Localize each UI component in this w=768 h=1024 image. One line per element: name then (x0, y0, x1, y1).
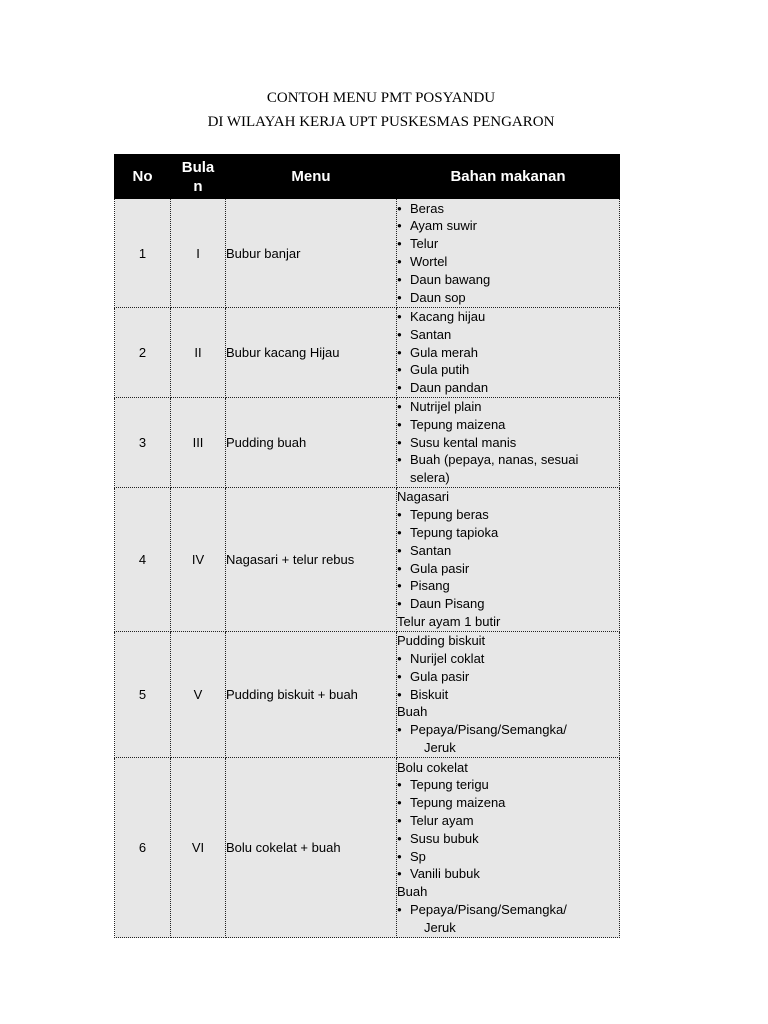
ingredient-item (397, 451, 619, 469)
bullet-icon: ● (397, 581, 402, 591)
bullet-icon: ● (397, 292, 402, 302)
ingredient-item (397, 686, 619, 704)
ingredient-text: Jeruk (424, 919, 456, 935)
ingredient-item (397, 379, 619, 397)
header-bahan: Bahan makanan (397, 155, 620, 199)
cell-menu: Bubur banjar (226, 199, 397, 308)
ingredient-item (397, 524, 619, 542)
ingredient-text: Daun pandan (410, 380, 489, 396)
ingredient-item (397, 830, 619, 848)
cell-bahan-makanan (397, 199, 620, 308)
ingredient-item (397, 434, 619, 452)
ingredient-text: Pepaya/Pisang/Semangka/ (410, 901, 567, 917)
cell-bulan: I (171, 199, 226, 308)
ingredient-item (397, 577, 619, 595)
ingredient-text: Gula merah (410, 344, 478, 360)
bullet-icon: ● (397, 904, 402, 914)
cell-no: 4 (115, 488, 171, 632)
ingredient-item (397, 344, 619, 362)
header-bulan (171, 155, 226, 199)
bullet-icon: ● (397, 815, 402, 825)
ingredient-text: Santan (410, 326, 452, 342)
ingredient-item (397, 759, 619, 777)
ingredient-text: Jeruk (424, 739, 456, 755)
ingredient-item (397, 739, 619, 757)
ingredient-text: Sp (410, 848, 426, 864)
ingredient-text: Tepung beras (410, 507, 489, 523)
ingredient-item (397, 721, 619, 739)
ingredient-item (397, 613, 619, 631)
ingredient-text: Telur ayam (410, 812, 474, 828)
bullet-icon: ● (397, 654, 402, 663)
ingredient-text: Vanili bubuk (410, 866, 480, 882)
ingredient-text: Santan (410, 542, 452, 558)
bullet-icon: ● (397, 347, 402, 357)
bullet-icon: ● (397, 527, 402, 537)
cell-bahan-makanan (397, 488, 620, 632)
ingredient-text: Nutrijel plain (410, 399, 482, 414)
ingredient-item (397, 308, 619, 326)
bullet-icon: ● (397, 869, 402, 879)
bullet-icon: ● (397, 402, 402, 411)
bullet-icon: ● (397, 329, 402, 339)
ingredient-item (397, 848, 619, 866)
bullet-icon: ● (397, 365, 402, 375)
ingredient-text: Daun bawang (410, 271, 491, 287)
ingredient-text: Tepung maizena (410, 795, 506, 811)
title-line-1: CONTOH MENU PMT POSYANDU (266, 90, 496, 106)
ingredient-item (397, 776, 619, 794)
cell-menu: Bubur kacang Hijau (226, 308, 397, 398)
ingredient-text: Pisang (410, 578, 450, 594)
ingredient-text: Pepaya/Pisang/Semangka/ (410, 722, 567, 738)
header-no: No (115, 155, 171, 199)
ingredient-item (397, 253, 619, 271)
cell-no: 2 (115, 308, 171, 398)
ingredient-text: Telur ayam 1 butir (397, 613, 501, 629)
bullet-icon: ● (397, 257, 402, 266)
ingredient-item (397, 595, 619, 613)
ingredient-item (397, 469, 619, 487)
document-title (0, 86, 762, 134)
ingredient-item (397, 289, 619, 307)
ingredient-text: Gula putih (410, 362, 470, 378)
ingredient-item (397, 271, 619, 289)
ingredient-text: Gula pasir (410, 668, 470, 684)
ingredient-text: Susu bubuk (410, 830, 479, 846)
ingredient-item (397, 650, 619, 668)
cell-bulan: VI (171, 758, 226, 938)
ingredient-text: Tepung tapioka (410, 524, 499, 540)
ingredient-text: Beras (410, 200, 444, 216)
ingredient-text: Daun Pisang (410, 596, 485, 612)
ingredient-text: Biskuit (410, 686, 449, 702)
table-row (115, 632, 620, 758)
cell-bahan-makanan (397, 398, 620, 488)
bullet-icon: ● (397, 671, 402, 681)
ingredient-text: Bolu cokelat (397, 759, 468, 775)
header-bulan-line-2: n (193, 177, 203, 195)
ingredient-item (397, 919, 619, 937)
ingredient-item (397, 217, 619, 235)
bullet-icon: ● (397, 851, 402, 861)
bullet-icon: ● (397, 563, 402, 573)
table-row (115, 758, 620, 938)
ingredient-text: Nurijel coklat (410, 651, 485, 666)
ingredient-item (397, 506, 619, 524)
ingredient-item (397, 488, 619, 506)
cell-menu: Pudding biskuit + buah (226, 632, 397, 758)
bullet-icon: ● (397, 545, 402, 555)
bullet-icon: ● (397, 239, 402, 249)
cell-bahan-makanan (397, 758, 620, 938)
ingredient-item (397, 235, 619, 253)
ingredient-item (397, 326, 619, 344)
bullet-icon: ● (397, 274, 402, 284)
cell-no: 3 (115, 398, 171, 488)
table-body (115, 199, 620, 938)
bullet-icon: ● (397, 221, 402, 231)
ingredient-text: Daun sop (410, 289, 466, 305)
cell-bulan: III (171, 398, 226, 488)
cell-menu: Bolu cokelat + buah (226, 758, 397, 938)
header-bulan-line-1: Bula (181, 158, 215, 176)
title-line-2: DI WILAYAH KERJA UPT PUSKESMAS PENGARON (207, 114, 555, 130)
ingredient-item (397, 398, 619, 416)
cell-no: 5 (115, 632, 171, 758)
ingredient-item (397, 703, 619, 721)
cell-no: 6 (115, 758, 171, 938)
ingredient-text: Buah (pepaya, nanas, sesuai (410, 452, 579, 468)
ingredient-item (397, 542, 619, 560)
bullet-icon: ● (397, 455, 402, 465)
ingredient-text: Nagasari (397, 489, 450, 505)
ingredient-text: Susu kental manis (410, 434, 517, 450)
bullet-icon: ● (397, 833, 402, 843)
ingredient-item (397, 668, 619, 686)
cell-bahan-makanan (397, 632, 620, 758)
bullet-icon: ● (397, 383, 402, 393)
ingredient-item (397, 794, 619, 812)
ingredient-item (397, 865, 619, 883)
cell-bulan: V (171, 632, 226, 758)
cell-menu: Nagasari + telur rebus (226, 488, 397, 632)
ingredient-text: Buah (397, 704, 428, 720)
bullet-icon: ● (397, 510, 402, 520)
ingredient-text: Wortel (410, 254, 448, 269)
ingredient-item (397, 632, 619, 650)
cell-bulan: IV (171, 488, 226, 632)
bullet-icon: ● (397, 780, 402, 790)
ingredient-text: selera) (410, 470, 450, 486)
ingredient-text: Kacang hijau (410, 309, 486, 324)
ingredient-item (397, 560, 619, 578)
table-row (115, 308, 620, 398)
bullet-icon: ● (397, 203, 402, 213)
table-row (115, 199, 620, 308)
cell-bahan-makanan (397, 308, 620, 398)
ingredient-item (397, 901, 619, 919)
ingredient-item (397, 361, 619, 379)
bullet-icon: ● (397, 419, 402, 429)
ingredient-text: Pudding biskuit (397, 633, 486, 649)
ingredient-text: Tepung terigu (410, 777, 489, 793)
menu-table (114, 154, 620, 938)
ingredient-item (397, 883, 619, 901)
table-row (115, 488, 620, 632)
bullet-icon: ● (397, 312, 402, 321)
cell-menu: Pudding buah (226, 398, 397, 488)
ingredient-text: Tepung maizena (410, 416, 506, 432)
table-row (115, 398, 620, 488)
ingredient-text: Telur (410, 236, 439, 252)
bullet-icon: ● (397, 725, 402, 735)
ingredient-text: Buah (397, 884, 428, 900)
ingredient-item (397, 416, 619, 434)
ingredient-text: Gula pasir (410, 560, 470, 576)
ingredient-text: Ayam suwir (410, 218, 477, 234)
bullet-icon: ● (397, 437, 402, 447)
table-header-row (115, 155, 620, 199)
cell-bulan: II (171, 308, 226, 398)
ingredient-item (397, 812, 619, 830)
bullet-icon: ● (397, 689, 402, 699)
bullet-icon: ● (397, 599, 402, 609)
bullet-icon: ● (397, 798, 402, 808)
ingredient-item (397, 200, 619, 218)
header-menu: Menu (226, 155, 397, 199)
cell-no: 1 (115, 199, 171, 308)
